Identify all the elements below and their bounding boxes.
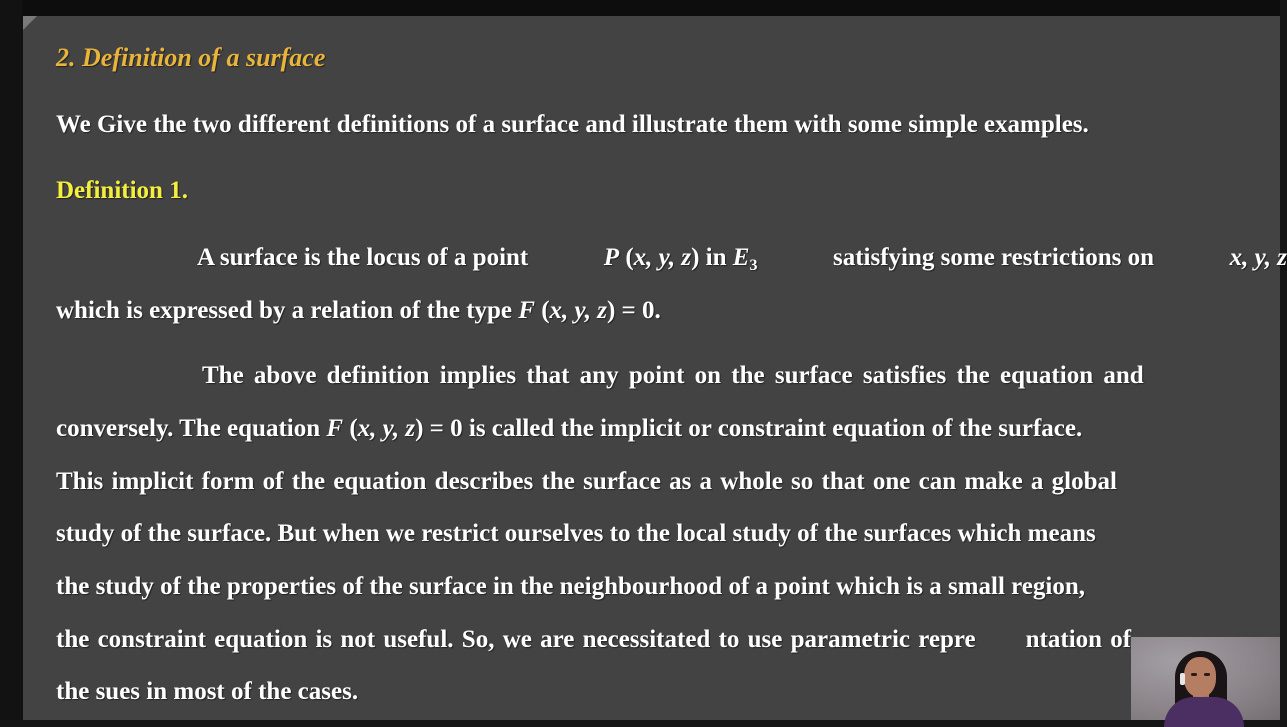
para2-line3: This implicit form of the equation describes the surface as a whole so that one can make a global	[56, 468, 1117, 495]
para1-line2	[56, 296, 661, 326]
para2-line6-text: the constraint equation is not useful. So, we are necessitated to use parametric repre	[56, 626, 976, 653]
para2-line4: study of the surface. But when we restrict ourselves to the local study of the surfaces which means	[56, 520, 1096, 547]
para1-point-expr	[604, 243, 758, 273]
para2-line2-text: conversely. The equation	[56, 415, 321, 442]
var-F: F	[518, 297, 535, 324]
para1-restrictions: satisfying some restrictions on	[832, 244, 1155, 271]
var-xyz: x, y, z	[633, 244, 692, 271]
left-black-bar	[0, 0, 23, 720]
webcam-overlay	[1131, 637, 1280, 720]
slide-heading: 2. Definition of a surface	[56, 43, 326, 72]
slide-corner-mark	[23, 16, 37, 30]
presenter-eye	[1204, 673, 1210, 676]
var-F: F	[326, 415, 344, 442]
para2-line6	[56, 625, 1131, 655]
para2-line1: The above definition implies that any point on the surface satisfies the equation and	[202, 362, 1144, 389]
var-xyz: x, y, z	[357, 415, 416, 442]
para1-line2-text: which is expressed by a relation of the type	[56, 297, 513, 324]
para2-line2-rest: ) = 0 is called the implicit or constraint equation of the surface.	[415, 415, 1083, 442]
paren-close-in: ) in	[691, 244, 727, 271]
headset-icon	[1180, 673, 1185, 685]
var-E: E	[732, 244, 750, 271]
para2-line5: the study of the properties of the surface in the neighbourhood of a point which is a small region,	[56, 573, 1085, 600]
definition-label: Definition 1.	[56, 177, 188, 204]
top-black-bar	[0, 0, 1280, 16]
var-xyz: x, y, z	[549, 297, 607, 324]
presenter-face	[1184, 657, 1216, 697]
paren-open: (	[349, 415, 358, 442]
var-E-sub: 3	[749, 257, 758, 274]
paren-open: (	[625, 244, 634, 271]
para1-line1	[197, 243, 1287, 273]
para1-word: A surface is the locus of a point	[197, 244, 529, 271]
para1-xyz-end: x, y, z	[1229, 244, 1287, 271]
para2-line7: the sues in most of the cases.	[56, 678, 359, 705]
presenter-eye	[1191, 673, 1197, 676]
var-P: P	[603, 244, 620, 271]
intro-text: We Give the two different definitions of a surface and illustrate them with some simple examples.	[56, 111, 1089, 138]
equation-end: ) = 0.	[606, 297, 661, 324]
para2-line6-tail: ntation of	[1025, 626, 1132, 653]
paren-open: (	[541, 297, 550, 324]
slide	[23, 16, 1287, 720]
para2-line2	[56, 414, 1082, 444]
